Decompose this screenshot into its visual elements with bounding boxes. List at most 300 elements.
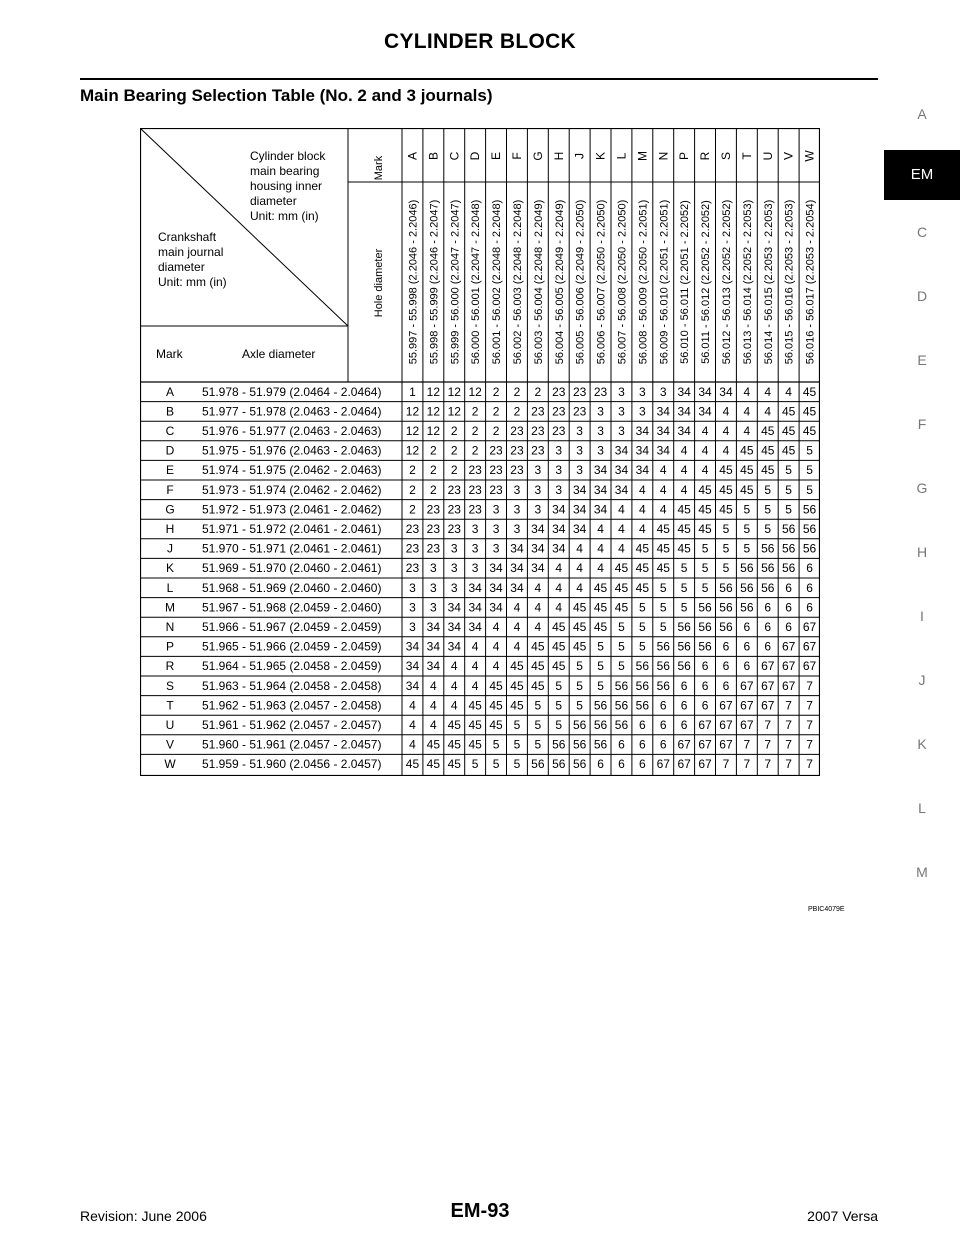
- hole-diameter: 56.002 - 56.003 (2.2048 - 2.2048): [511, 199, 524, 365]
- grade-cell: 4: [534, 620, 542, 634]
- grade-cell: 3: [492, 522, 500, 536]
- grade-cell: 5: [471, 757, 479, 772]
- grade-cell: 6: [701, 659, 709, 674]
- grade-cell: 3: [597, 424, 604, 438]
- grade-cell: 4: [492, 659, 500, 674]
- hole-diameter: 55.999 - 56.000 (2.2047 - 2.2047): [449, 199, 462, 365]
- side-index-a: A: [917, 106, 927, 122]
- grade-cell: 45: [698, 522, 712, 536]
- grade-cell: 56: [719, 580, 733, 595]
- hole-diameter: 56.004 - 56.005 (2.2049 - 2.2049): [553, 199, 566, 365]
- crank-mark: K: [165, 561, 175, 576]
- grade-cell: 3: [597, 443, 604, 458]
- block-mark: G: [530, 151, 545, 161]
- grade-cell: 4: [618, 541, 625, 556]
- grade-cell: 56: [635, 678, 650, 693]
- grade-cell: 2: [430, 463, 437, 478]
- grade-cell: 5: [513, 757, 521, 772]
- grade-cell: 45: [426, 757, 441, 772]
- grade-cell: 23: [405, 522, 420, 536]
- block-mark: S: [718, 151, 733, 161]
- grade-cell: 56: [698, 639, 712, 654]
- grade-cell: 4: [450, 698, 458, 713]
- grade-cell: 2: [471, 404, 479, 419]
- grade-cell: 4: [471, 659, 479, 674]
- grade-cell: 56: [635, 698, 650, 713]
- block-mark: M: [635, 150, 650, 161]
- grade-cell: 4: [555, 580, 563, 595]
- grade-cell: 5: [806, 443, 813, 458]
- crank-mark: J: [167, 541, 173, 556]
- grade-cell: 45: [552, 659, 566, 674]
- grade-cell: 45: [447, 718, 461, 732]
- grade-cell: 4: [534, 600, 542, 615]
- footer-page-number: EM-93: [450, 1200, 510, 1222]
- grade-cell: 6: [659, 737, 667, 752]
- block-mark: F: [509, 152, 524, 160]
- grade-cell: 3: [513, 522, 521, 536]
- grade-cell: 7: [806, 718, 813, 732]
- grade-cell: 34: [635, 443, 650, 458]
- grade-cell: 5: [597, 678, 604, 693]
- grade-cell: 5: [806, 482, 813, 497]
- grade-cell: 34: [614, 443, 629, 458]
- footer-revision: Revision: June 2006: [80, 1208, 207, 1224]
- grade-cell: 3: [450, 541, 458, 556]
- grade-cell: 56: [614, 678, 629, 693]
- grade-cell: 5: [534, 737, 542, 752]
- grade-cell: 3: [492, 502, 500, 517]
- figure-id: PBIC4079E: [808, 906, 845, 913]
- grade-cell: 2: [471, 443, 479, 458]
- grade-cell: 4: [492, 620, 500, 634]
- grade-cell: 6: [806, 561, 813, 576]
- corner-block-label-line: main bearing: [250, 164, 320, 178]
- grade-cell: 45: [552, 620, 566, 634]
- block-mark: V: [781, 151, 796, 161]
- grade-cell: 3: [555, 463, 563, 478]
- grade-cell: 2: [534, 384, 542, 399]
- corner-block-label-line: housing inner: [250, 179, 323, 193]
- grade-cell: 45: [656, 522, 670, 536]
- grade-cell: 5: [806, 463, 813, 478]
- grade-cell: 5: [743, 502, 751, 517]
- grade-cell: 56: [656, 639, 670, 654]
- grade-cell: 34: [635, 424, 650, 438]
- grade-cell: 4: [659, 482, 667, 497]
- grade-cell: 45: [761, 463, 775, 478]
- grade-cell: 3: [430, 580, 437, 595]
- grade-cell: 34: [531, 522, 545, 536]
- grade-cell: 34: [531, 541, 545, 556]
- axle-diameter: 51.973 - 51.974 (2.0462 - 2.0462): [202, 482, 382, 497]
- grade-cell: 34: [468, 620, 482, 634]
- block-mark: C: [447, 151, 462, 161]
- axle-diameter: 51.966 - 51.967 (2.0459 - 2.0459): [202, 620, 382, 634]
- grade-cell: 6: [764, 639, 772, 654]
- crank-mark: B: [165, 404, 175, 419]
- grade-cell: 5: [534, 718, 542, 732]
- grade-cell: 45: [531, 639, 545, 654]
- grade-cell: 45: [593, 580, 608, 595]
- grade-cell: 3: [597, 404, 604, 419]
- grade-cell: 5: [639, 639, 646, 654]
- grade-cell: 34: [426, 659, 441, 674]
- block-mark: D: [468, 151, 483, 161]
- grade-cell: 7: [785, 757, 792, 772]
- grade-cell: 5: [659, 620, 667, 634]
- grade-cell: 5: [659, 600, 667, 615]
- grade-cell: 5: [513, 718, 521, 732]
- grade-cell: 45: [781, 443, 796, 458]
- grade-cell: 5: [492, 757, 500, 772]
- grade-cell: 4: [743, 404, 751, 419]
- grade-cell: 45: [635, 541, 650, 556]
- grade-cell: 23: [447, 502, 461, 517]
- grade-cell: 5: [618, 659, 625, 674]
- block-mark-label: Mark: [373, 155, 385, 181]
- grade-cell: 23: [426, 502, 441, 517]
- grade-cell: 4: [680, 482, 688, 497]
- hole-diameter: 56.008 - 56.009 (2.2050 - 2.2051): [637, 199, 650, 365]
- grade-cell: 34: [531, 561, 545, 576]
- grade-cell: 6: [785, 600, 792, 615]
- grade-cell: 23: [572, 384, 587, 399]
- grade-cell: 34: [593, 502, 608, 517]
- grade-cell: 7: [764, 718, 772, 732]
- corner-block-label-line: Cylinder block: [250, 149, 326, 163]
- grade-cell: 4: [701, 424, 709, 438]
- grade-cell: 34: [510, 541, 524, 556]
- crank-mark: T: [166, 698, 174, 713]
- side-index-em: EM: [884, 150, 960, 200]
- grade-cell: 5: [555, 678, 563, 693]
- grade-cell: 5: [743, 522, 751, 536]
- axle-diameter: 51.967 - 51.968 (2.0459 - 2.0460): [202, 600, 382, 615]
- grade-cell: 23: [489, 443, 503, 458]
- axle-diameter: 51.976 - 51.977 (2.0463 - 2.0463): [202, 424, 382, 438]
- grade-cell: 34: [593, 482, 608, 497]
- corner-block-label-line: diameter: [250, 194, 297, 208]
- corner-crank-label-line: main journal: [158, 245, 224, 259]
- grade-cell: 4: [471, 678, 479, 693]
- grade-cell: 3: [534, 463, 542, 478]
- grade-cell: 45: [531, 678, 545, 693]
- corner-crank-label-line: Crankshaft: [158, 230, 217, 244]
- grade-cell: 67: [761, 678, 775, 693]
- grade-cell: 2: [409, 502, 416, 517]
- grade-cell: 56: [719, 600, 733, 615]
- grade-cell: 5: [534, 698, 542, 713]
- grade-cell: 34: [552, 541, 566, 556]
- axle-diameter: 51.975 - 51.976 (2.0463 - 2.0463): [202, 443, 382, 458]
- grade-cell: 4: [764, 384, 772, 399]
- grade-cell: 67: [781, 659, 796, 674]
- grade-cell: 6: [618, 737, 625, 752]
- grade-cell: 34: [635, 463, 650, 478]
- grade-cell: 45: [761, 443, 775, 458]
- grade-cell: 23: [489, 482, 503, 497]
- grade-cell: 23: [572, 404, 587, 419]
- grade-cell: 12: [426, 424, 441, 438]
- grade-cell: 3: [430, 600, 437, 615]
- grade-cell: 5: [701, 580, 709, 595]
- grade-cell: 45: [781, 424, 796, 438]
- block-mark: H: [551, 151, 566, 161]
- grade-cell: 4: [597, 522, 604, 536]
- corner-block-label-line: Unit: mm (in): [250, 209, 319, 223]
- axle-diameter: 51.962 - 51.963 (2.0457 - 2.0458): [202, 698, 382, 713]
- grade-cell: 5: [597, 639, 604, 654]
- side-index-e: E: [917, 352, 927, 368]
- grade-cell: 7: [785, 698, 792, 713]
- grade-cell: 5: [555, 718, 563, 732]
- hole-diameter: 56.015 - 56.016 (2.2053 - 2.2053): [783, 199, 796, 365]
- grade-cell: 45: [635, 580, 650, 595]
- block-mark: L: [614, 152, 629, 160]
- grade-cell: 6: [639, 737, 646, 752]
- grade-cell: 2: [409, 482, 416, 497]
- grade-cell: 4: [513, 620, 521, 634]
- hole-diameter: 56.009 - 56.010 (2.2051 - 2.2051): [658, 199, 671, 365]
- crank-mark: G: [165, 502, 175, 517]
- grade-cell: 56: [614, 718, 629, 732]
- grade-cell: 4: [576, 541, 583, 556]
- grade-cell: 45: [802, 384, 817, 399]
- hole-diameter: 56.001 - 56.002 (2.2048 - 2.2048): [491, 199, 504, 365]
- block-mark: R: [698, 151, 713, 161]
- grade-cell: 45: [719, 482, 733, 497]
- grade-cell: 6: [659, 698, 667, 713]
- grade-cell: 45: [781, 404, 796, 419]
- grade-cell: 67: [698, 737, 712, 752]
- grade-cell: 6: [806, 580, 813, 595]
- grade-cell: 6: [806, 600, 813, 615]
- grade-cell: 6: [764, 600, 772, 615]
- grade-cell: 4: [701, 463, 709, 478]
- grade-cell: 56: [740, 600, 754, 615]
- grade-cell: 4: [722, 443, 730, 458]
- grade-cell: 23: [447, 522, 461, 536]
- grade-cell: 34: [698, 404, 712, 419]
- grade-cell: 12: [468, 384, 482, 399]
- grade-cell: 45: [447, 757, 461, 772]
- grade-cell: 45: [468, 737, 482, 752]
- grade-cell: 12: [447, 404, 461, 419]
- grade-cell: 5: [639, 620, 646, 634]
- grade-cell: 56: [781, 541, 796, 556]
- grade-cell: 2: [492, 404, 500, 419]
- grade-cell: 56: [802, 522, 817, 536]
- grade-cell: 2: [450, 424, 458, 438]
- grade-cell: 23: [447, 482, 461, 497]
- grade-cell: 23: [468, 482, 482, 497]
- grade-cell: 56: [593, 737, 608, 752]
- grade-cell: 6: [639, 757, 646, 772]
- hole-diameter: 56.011 - 56.012 (2.2052 - 2.2052): [700, 200, 713, 364]
- grade-cell: 3: [471, 561, 479, 576]
- grade-cell: 67: [781, 639, 796, 654]
- hole-diameter: 56.000 - 56.001 (2.2047 - 2.2048): [470, 199, 483, 365]
- grade-cell: 56: [781, 561, 796, 576]
- side-index-k: K: [917, 736, 927, 752]
- grade-cell: 4: [764, 404, 772, 419]
- grade-cell: 7: [722, 757, 730, 772]
- grade-cell: 5: [555, 698, 563, 713]
- grade-cell: 56: [572, 737, 587, 752]
- block-mark: P: [677, 151, 692, 161]
- crank-mark: W: [164, 757, 176, 772]
- grade-cell: 56: [593, 698, 608, 713]
- grade-cell: 12: [447, 384, 461, 399]
- grade-cell: 34: [677, 404, 691, 419]
- grade-cell: 5: [513, 737, 521, 752]
- axle-diameter: 51.960 - 51.961 (2.0457 - 2.0457): [202, 737, 382, 752]
- grade-cell: 5: [764, 482, 772, 497]
- side-index-c: C: [916, 224, 928, 240]
- grade-cell: 4: [743, 384, 751, 399]
- grade-cell: 34: [468, 580, 482, 595]
- grade-cell: 34: [447, 600, 461, 615]
- grade-cell: 5: [722, 522, 730, 536]
- grade-cell: 56: [802, 541, 817, 556]
- hole-diameter: 56.007 - 56.008 (2.2050 - 2.2050): [616, 199, 629, 365]
- grade-cell: 4: [471, 639, 479, 654]
- hole-diameter: 56.013 - 56.014 (2.2052 - 2.2053): [741, 199, 754, 365]
- grade-cell: 12: [405, 424, 420, 438]
- grade-cell: 3: [555, 482, 563, 497]
- grade-cell: 7: [785, 737, 792, 752]
- grade-cell: 3: [409, 620, 416, 634]
- grade-cell: 56: [677, 639, 691, 654]
- grade-cell: 45: [593, 600, 608, 615]
- grade-cell: 5: [492, 737, 500, 752]
- crank-mark: C: [165, 424, 175, 438]
- grade-cell: 6: [680, 678, 688, 693]
- grade-cell: 34: [510, 561, 524, 576]
- crank-mark: V: [165, 737, 175, 752]
- crank-mark: U: [165, 718, 175, 732]
- grade-cell: 7: [764, 737, 772, 752]
- grade-cell: 34: [426, 639, 441, 654]
- grade-cell: 6: [785, 620, 792, 634]
- grade-cell: 6: [722, 659, 730, 674]
- grade-cell: 3: [534, 482, 542, 497]
- grade-cell: 45: [656, 541, 670, 556]
- grade-cell: 23: [510, 443, 524, 458]
- grade-cell: 2: [450, 443, 458, 458]
- axle-diameter: 51.972 - 51.973 (2.0461 - 2.0462): [202, 502, 382, 517]
- grade-cell: 5: [659, 580, 667, 595]
- grade-cell: 7: [806, 737, 813, 752]
- grade-cell: 67: [802, 620, 817, 634]
- grade-cell: 7: [743, 757, 751, 772]
- grade-cell: 23: [510, 424, 524, 438]
- grade-cell: 34: [572, 522, 587, 536]
- grade-cell: 23: [426, 541, 441, 556]
- block-mark: N: [656, 151, 671, 161]
- grade-cell: 4: [430, 698, 437, 713]
- grade-cell: 3: [471, 522, 479, 536]
- grade-cell: 67: [761, 659, 775, 674]
- grade-cell: 4: [618, 502, 625, 517]
- grade-cell: 45: [719, 463, 733, 478]
- side-index-j: J: [918, 672, 926, 688]
- grade-cell: 34: [677, 424, 691, 438]
- corner-crank-label-line: diameter: [158, 260, 205, 274]
- grade-cell: 56: [572, 718, 587, 732]
- axle-diameter: 51.959 - 51.960 (2.0456 - 2.0457): [202, 757, 382, 772]
- grade-cell: 23: [552, 404, 566, 419]
- grade-cell: 5: [764, 522, 772, 536]
- grade-cell: 45: [405, 757, 420, 772]
- grade-cell: 45: [677, 502, 691, 517]
- grade-cell: 34: [468, 600, 482, 615]
- grade-cell: 5: [680, 561, 688, 576]
- grade-cell: 4: [659, 502, 667, 517]
- grade-cell: 3: [639, 384, 646, 399]
- grade-cell: 45: [572, 620, 587, 634]
- grade-cell: 56: [802, 502, 817, 517]
- grade-cell: 45: [614, 600, 629, 615]
- grade-cell: 67: [719, 737, 733, 752]
- grade-cell: 5: [597, 659, 604, 674]
- crank-mark: L: [166, 580, 174, 595]
- axle-diameter: 51.974 - 51.975 (2.0462 - 2.0463): [202, 463, 382, 478]
- grade-cell: 34: [656, 404, 670, 419]
- grade-cell: 12: [426, 404, 441, 419]
- grade-cell: 45: [552, 639, 566, 654]
- grade-cell: 6: [743, 620, 751, 634]
- grade-cell: 45: [510, 678, 524, 693]
- grade-cell: 5: [680, 580, 688, 595]
- grade-cell: 56: [677, 659, 691, 674]
- grade-cell: 45: [489, 678, 503, 693]
- axle-diameter: 51.971 - 51.972 (2.0461 - 2.0461): [202, 522, 382, 536]
- grade-cell: 34: [552, 502, 566, 517]
- block-mark: J: [572, 153, 587, 159]
- grade-cell: 56: [635, 659, 650, 674]
- axle-diameter: 51.968 - 51.969 (2.0460 - 2.0460): [202, 580, 382, 595]
- hole-diameter: 55.998 - 55.999 (2.2046 - 2.2047): [428, 199, 441, 365]
- axle-diameter: 51.970 - 51.971 (2.0461 - 2.0461): [202, 541, 382, 556]
- crank-mark: R: [165, 659, 175, 674]
- grade-cell: 4: [722, 424, 730, 438]
- grade-cell: 5: [743, 541, 751, 556]
- grade-cell: 5: [785, 482, 792, 497]
- grade-cell: 56: [552, 757, 566, 772]
- grade-cell: 45: [635, 561, 650, 576]
- grade-cell: 23: [510, 463, 524, 478]
- block-mark: U: [760, 151, 775, 161]
- side-index-m: M: [916, 864, 928, 880]
- grade-cell: 3: [513, 482, 521, 497]
- crank-mark: N: [165, 620, 175, 634]
- grade-cell: 56: [677, 620, 691, 634]
- grade-cell: 4: [576, 561, 583, 576]
- grade-cell: 3: [450, 580, 458, 595]
- grade-cell: 56: [740, 561, 754, 576]
- grade-cell: 56: [552, 737, 566, 752]
- grade-cell: 34: [572, 482, 587, 497]
- grade-cell: 4: [430, 718, 437, 732]
- grade-cell: 23: [552, 384, 566, 399]
- grade-cell: 67: [698, 757, 712, 772]
- grade-cell: 3: [534, 502, 542, 517]
- grade-cell: 34: [698, 384, 712, 399]
- grade-cell: 34: [447, 620, 461, 634]
- grade-cell: 4: [513, 639, 521, 654]
